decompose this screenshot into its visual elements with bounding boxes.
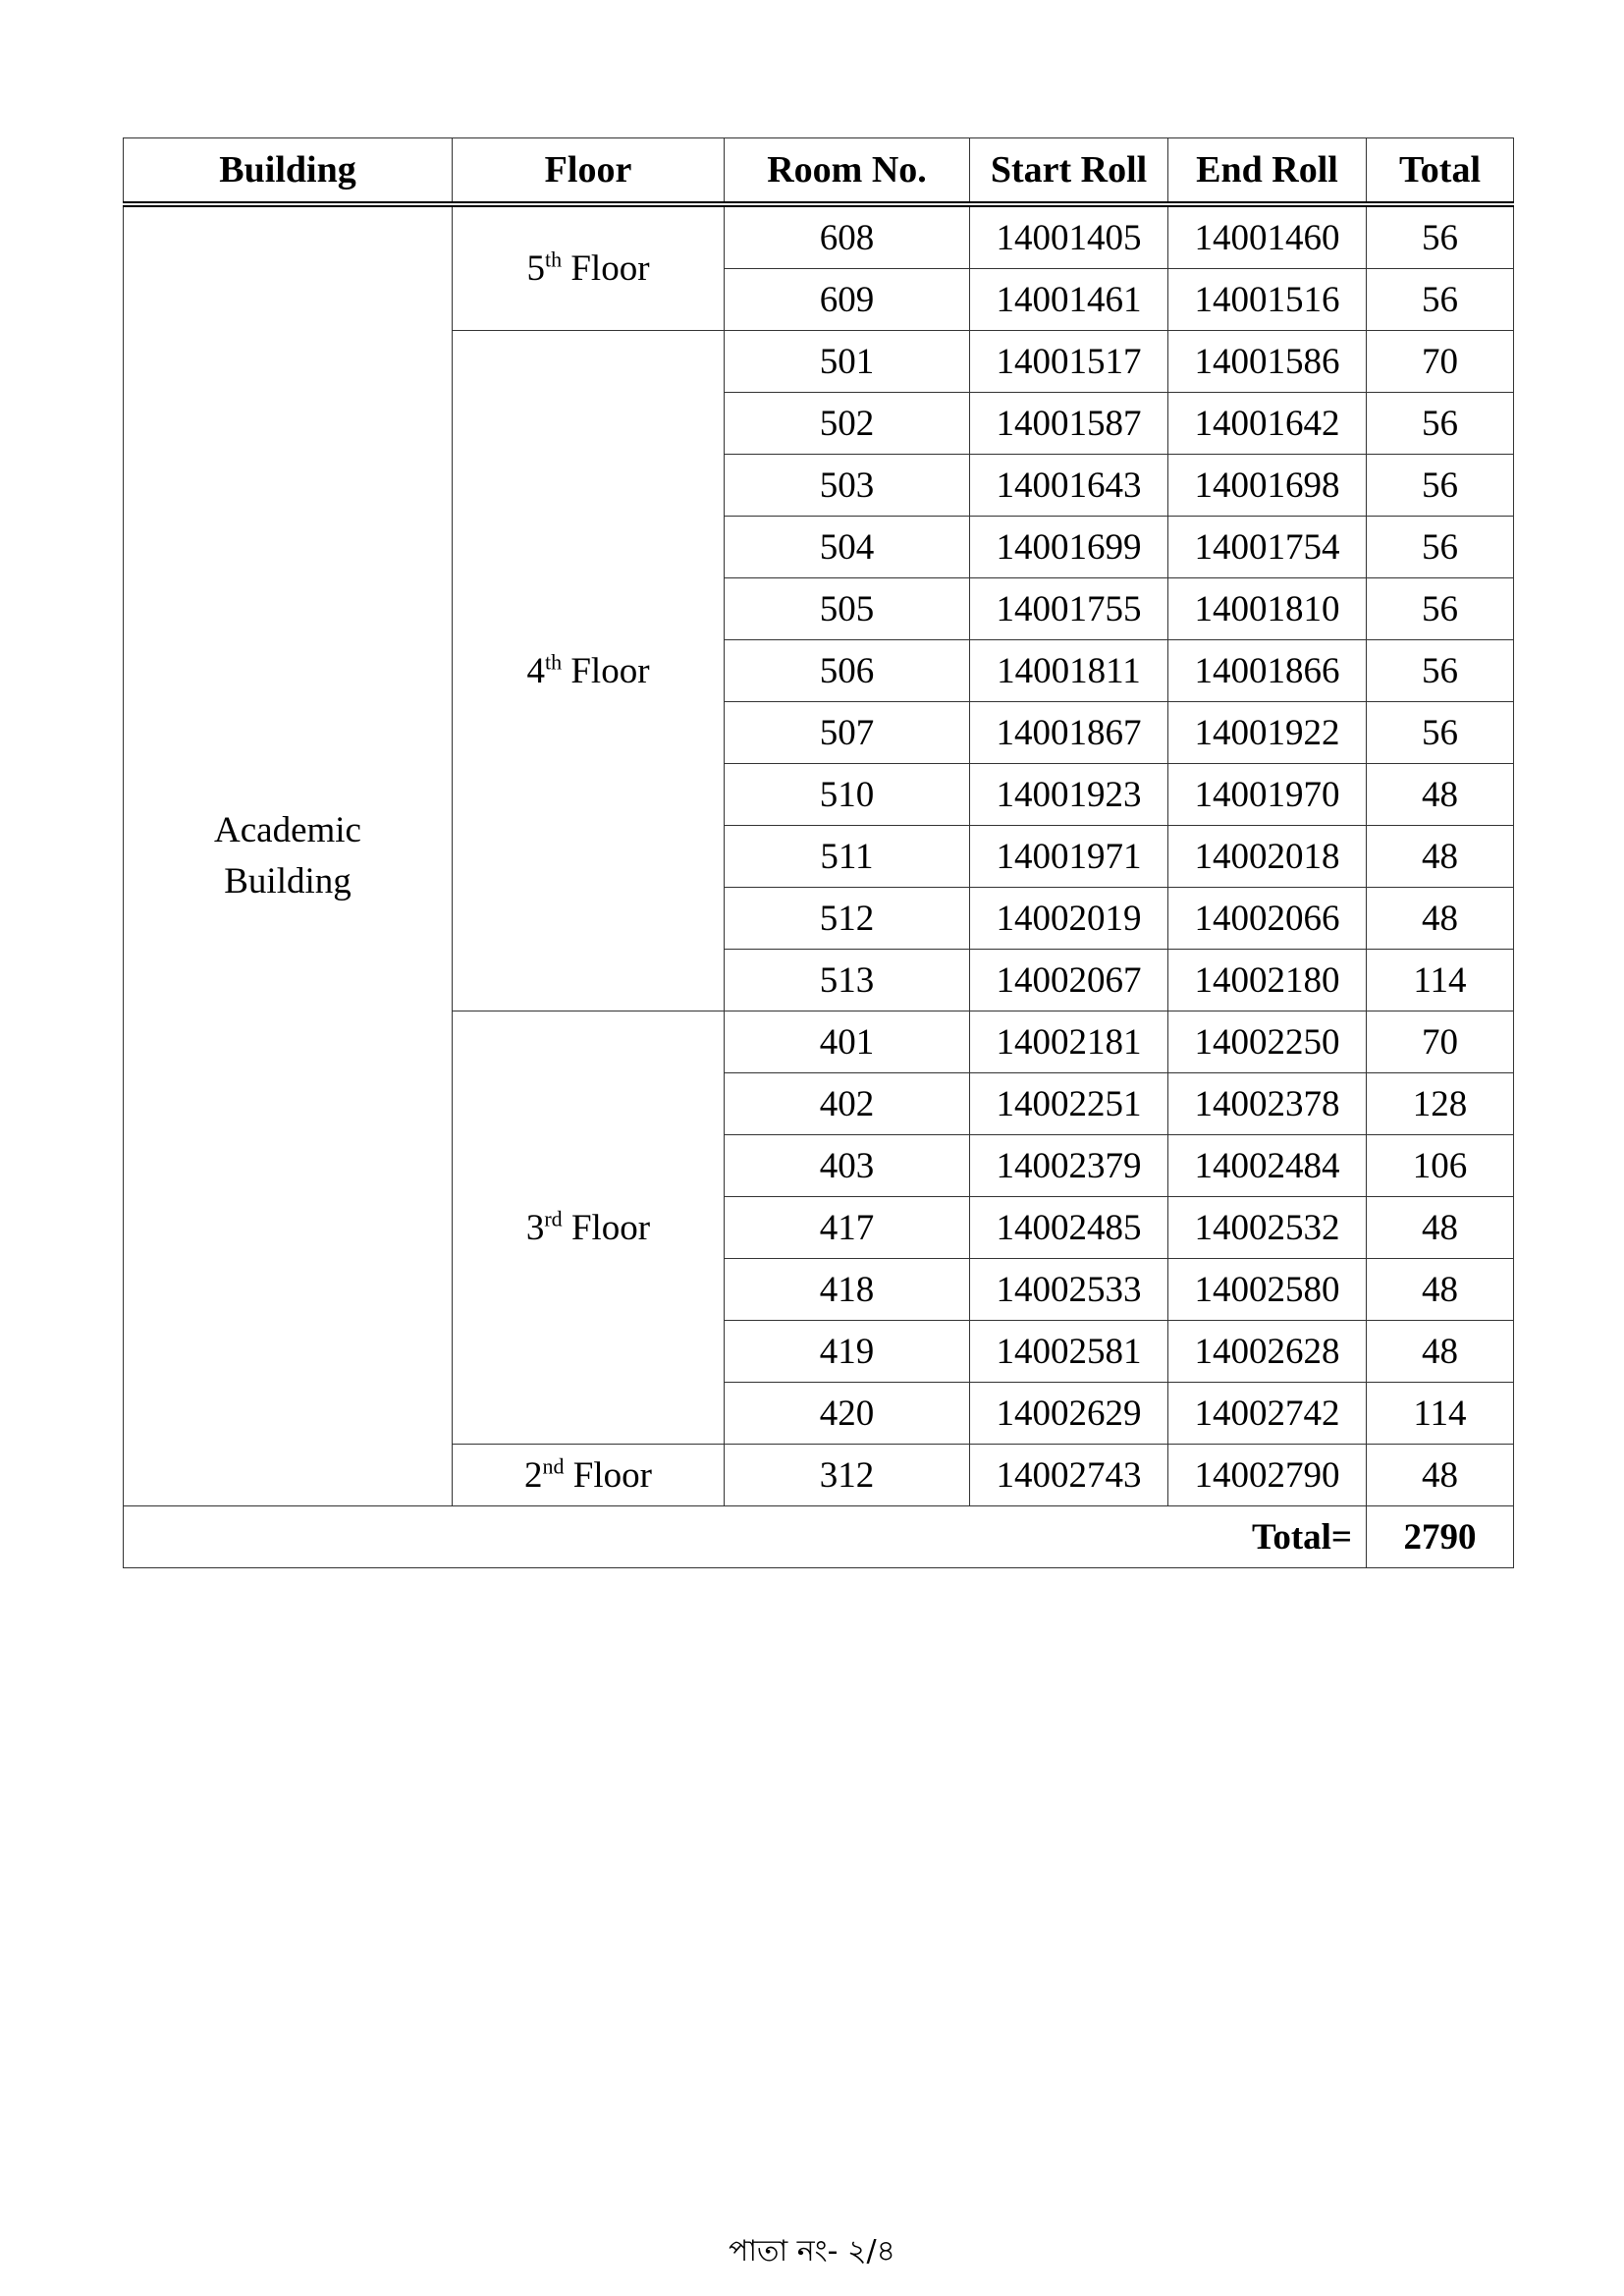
room-cell: 417: [725, 1197, 970, 1259]
total-cell: 56: [1367, 578, 1514, 640]
total-cell: 56: [1367, 640, 1514, 702]
total-cell: 114: [1367, 1383, 1514, 1445]
end-roll-cell: 14001586: [1168, 331, 1367, 393]
room-cell: 506: [725, 640, 970, 702]
total-cell: 56: [1367, 204, 1514, 269]
total-cell: 48: [1367, 764, 1514, 826]
floor-cell-3rd: 3rd Floor: [453, 1011, 725, 1445]
end-roll-cell: 14002742: [1168, 1383, 1367, 1445]
start-roll-cell: 14001699: [970, 517, 1168, 578]
room-cell: 512: [725, 888, 970, 950]
start-roll-cell: 14001755: [970, 578, 1168, 640]
total-cell: 48: [1367, 1445, 1514, 1506]
total-cell: 48: [1367, 1321, 1514, 1383]
room-cell: 608: [725, 204, 970, 269]
room-cell: 418: [725, 1259, 970, 1321]
start-roll-cell: 14002067: [970, 950, 1168, 1011]
total-cell: 128: [1367, 1073, 1514, 1135]
room-cell: 402: [725, 1073, 970, 1135]
start-roll-cell: 14002629: [970, 1383, 1168, 1445]
grand-total-value: 2790: [1367, 1506, 1514, 1568]
grand-total-label: Total=: [124, 1506, 1367, 1568]
total-cell: 56: [1367, 702, 1514, 764]
start-roll-cell: 14001587: [970, 393, 1168, 455]
page-number: পাতা নং- ২/৪: [728, 2234, 896, 2269]
room-cell: 513: [725, 950, 970, 1011]
start-roll-cell: 14002019: [970, 888, 1168, 950]
room-cell: 511: [725, 826, 970, 888]
room-cell: 503: [725, 455, 970, 517]
table-row: [124, 204, 1514, 269]
end-roll-cell: 14002378: [1168, 1073, 1367, 1135]
end-roll-cell: 14002066: [1168, 888, 1367, 950]
end-roll-cell: 14001970: [1168, 764, 1367, 826]
end-roll-cell: 14001810: [1168, 578, 1367, 640]
start-roll-cell: 14001923: [970, 764, 1168, 826]
end-roll-cell: 14002018: [1168, 826, 1367, 888]
header-building: Building: [124, 138, 453, 205]
start-roll-cell: 14002533: [970, 1259, 1168, 1321]
total-cell: 114: [1367, 950, 1514, 1011]
header-room-no: Room No.: [725, 138, 970, 205]
end-roll-cell: 14001642: [1168, 393, 1367, 455]
room-cell: 401: [725, 1011, 970, 1073]
header-floor: Floor: [453, 138, 725, 205]
start-roll-cell: 14001971: [970, 826, 1168, 888]
end-roll-cell: 14002790: [1168, 1445, 1367, 1506]
room-cell: 504: [725, 517, 970, 578]
building-line-1: Academic: [214, 810, 361, 850]
end-roll-cell: 14002628: [1168, 1321, 1367, 1383]
end-roll-cell: 14002180: [1168, 950, 1367, 1011]
end-roll-cell: 14001922: [1168, 702, 1367, 764]
start-roll-cell: 14001405: [970, 204, 1168, 269]
room-cell: 507: [725, 702, 970, 764]
total-cell: 48: [1367, 1197, 1514, 1259]
room-cell: 609: [725, 269, 970, 331]
total-cell: 70: [1367, 331, 1514, 393]
end-roll-cell: 14001866: [1168, 640, 1367, 702]
end-roll-cell: 14001460: [1168, 204, 1367, 269]
room-cell: 505: [725, 578, 970, 640]
total-cell: 56: [1367, 269, 1514, 331]
start-roll-cell: 14002743: [970, 1445, 1168, 1506]
start-roll-cell: 14001517: [970, 331, 1168, 393]
start-roll-cell: 14001643: [970, 455, 1168, 517]
room-cell: 510: [725, 764, 970, 826]
floor-cell-5th: 5th Floor: [453, 204, 725, 331]
total-cell: 56: [1367, 393, 1514, 455]
start-roll-cell: 14002251: [970, 1073, 1168, 1135]
table-header-row: [124, 138, 1514, 205]
header-end-roll: End Roll: [1168, 138, 1367, 205]
room-cell: 312: [725, 1445, 970, 1506]
end-roll-cell: 14001516: [1168, 269, 1367, 331]
end-roll-cell: 14002532: [1168, 1197, 1367, 1259]
total-cell: 70: [1367, 1011, 1514, 1073]
start-roll-cell: 14002581: [970, 1321, 1168, 1383]
total-cell: 48: [1367, 1259, 1514, 1321]
total-cell: 56: [1367, 517, 1514, 578]
floor-cell-2nd: 2nd Floor: [453, 1445, 725, 1506]
seat-plan-table: [123, 137, 1514, 1568]
floor-cell-4th: 4th Floor: [453, 331, 725, 1011]
start-roll-cell: 14002485: [970, 1197, 1168, 1259]
room-cell: 403: [725, 1135, 970, 1197]
end-roll-cell: 14001754: [1168, 517, 1367, 578]
start-roll-cell: 14001461: [970, 269, 1168, 331]
grand-total-row: [124, 1506, 1514, 1568]
end-roll-cell: 14001698: [1168, 455, 1367, 517]
end-roll-cell: 14002484: [1168, 1135, 1367, 1197]
total-cell: 48: [1367, 888, 1514, 950]
header-total: Total: [1367, 138, 1514, 205]
room-cell: 502: [725, 393, 970, 455]
room-cell: 419: [725, 1321, 970, 1383]
total-cell: 106: [1367, 1135, 1514, 1197]
header-start-roll: Start Roll: [970, 138, 1168, 205]
start-roll-cell: 14001867: [970, 702, 1168, 764]
room-cell: 501: [725, 331, 970, 393]
end-roll-cell: 14002250: [1168, 1011, 1367, 1073]
room-cell: 420: [725, 1383, 970, 1445]
building-line-2: Building: [224, 861, 352, 902]
building-cell: [124, 204, 453, 1506]
start-roll-cell: 14002379: [970, 1135, 1168, 1197]
total-cell: 48: [1367, 826, 1514, 888]
start-roll-cell: 14001811: [970, 640, 1168, 702]
total-cell: 56: [1367, 455, 1514, 517]
start-roll-cell: 14002181: [970, 1011, 1168, 1073]
end-roll-cell: 14002580: [1168, 1259, 1367, 1321]
